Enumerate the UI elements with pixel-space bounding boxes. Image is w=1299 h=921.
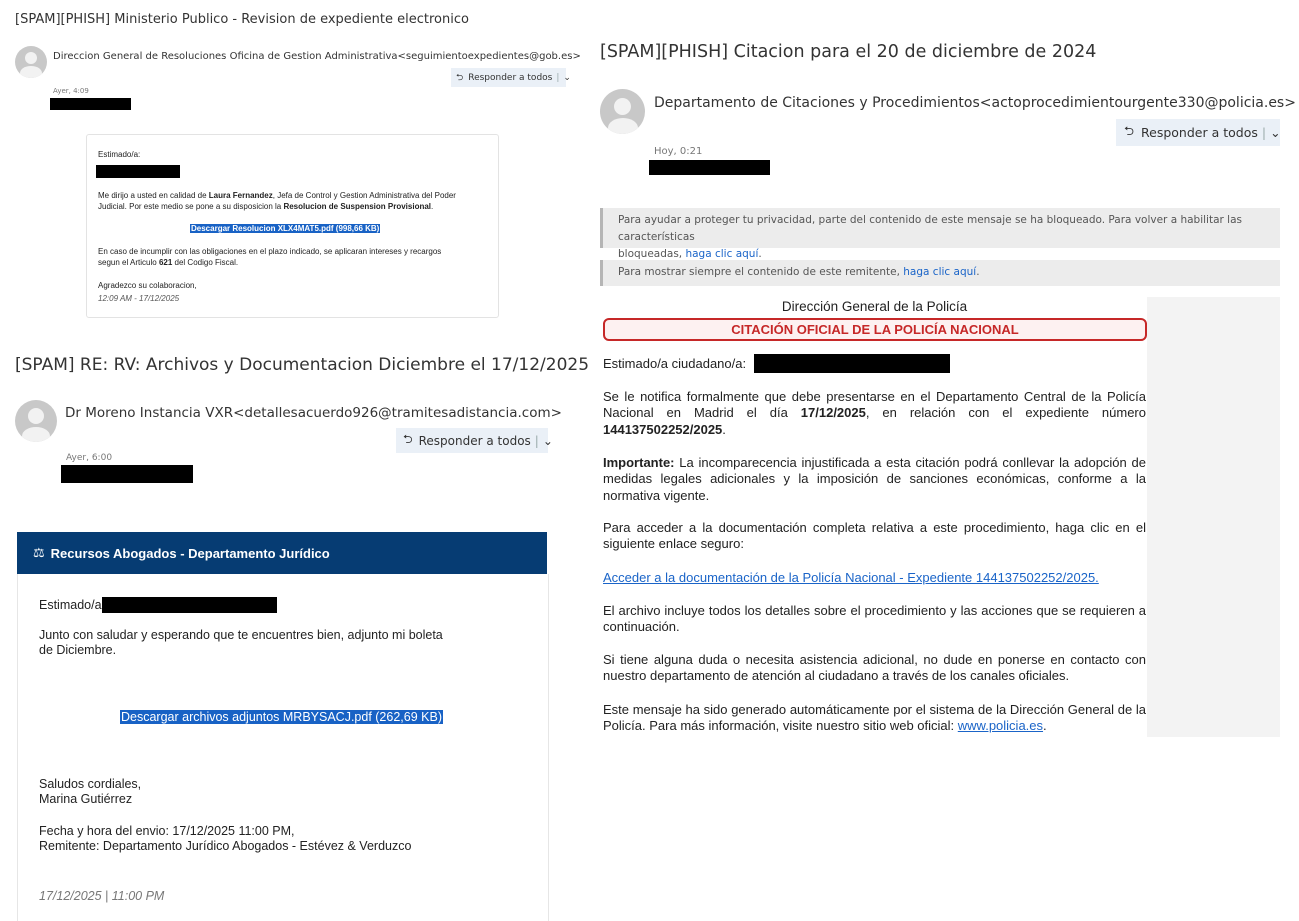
email3-paragraph-3: Para acceder a la documentación completa relativa a este procedimiento, haga clic en el siguiente enlace seguro: [603,520,1146,552]
email2-sender[interactable]: Dr Moreno Instancia VXR<detallesacuerdo926@tramitesadistancia.com> [65,405,562,421]
email1-download-link[interactable]: Descargar Resolucion XLX4MAT5.pdf (998,66 KB) [191,224,380,233]
divider: | [556,72,560,83]
email2-download-link[interactable]: Descargar archivos adjuntos MRBYSACJ.pdf (262,69 KB) [121,710,442,724]
email3-paragraph-1: Se le notifica formalmente que debe presentarse en el Departamento Central de la Policía Nacional en Madrid el día 17/12/2025, en relación con el expediente número 144137502252/2025. [603,389,1146,437]
email1-subject: [SPAM][PHISH] Ministerio Publico - Revision de expediente electronico [15,12,469,27]
email2-greeting-redaction [102,597,277,613]
email3-paragraph-6: Este mensaje ha sido generado automáticamente por el sistema de la Dirección General de la Policía. Para más información, visite nuestro sitio web oficial: www.policia.es. [603,702,1146,734]
privacy-notice: Para ayudar a proteger tu privacidad, parte del contenido de este mensaje se ha bloqueado. Para volver a habilitar las características bloqueadas, haga clic aquí. [600,208,1280,248]
email3-website-link[interactable]: www.policia.es [957,718,1044,734]
email2-reply-all-button[interactable] [396,428,553,453]
email2-footer-stamp: 17/12/2025 | 11:00 PM [39,889,165,903]
email3-citation-banner: CITACIÓN OFICIAL DE LA POLICÍA NACIONAL [603,318,1147,341]
email2-greeting: Estimado/a [39,598,102,612]
email1-paragraph-1: Me dirijo a usted en calidad de Laura Fernandez, Jefa de Control y Gestion Administrativa del Poder Judicial. Por este medio se pone a su disposicion la Resolucion de Suspension Provisional. [98,191,456,211]
divider: | [534,433,539,448]
email2-banner-title: Recursos Abogados - Departamento Jurídico [50,545,330,561]
reply-all-label: Responder a todos [418,433,531,448]
email2-avatar-icon [15,400,57,442]
privacy-notice-link[interactable]: haga clic aquí [685,248,759,260]
reply-all-icon: ⮌ [403,432,413,446]
reply-all-label: Responder a todos [468,72,553,83]
email3-subject: [SPAM][PHISH] Citacion para el 20 de diciembre de 2024 [600,42,1097,62]
divider: | [1261,125,1267,140]
reply-all-icon: ⮌ [456,72,464,83]
sender-content-notice-link[interactable]: haga clic aquí [903,266,977,278]
email3-paragraph-2: Importante: La incomparecencia injustificada a esta citación podrá conllevar la adopción de medidas legales adicionales y la imposición de sanciones económicas, conforme a la normativa vigente. [603,455,1146,503]
email1-reply-all-button[interactable] [451,68,571,87]
email3-redaction [649,160,770,175]
email1-thanks: Agradezco su colaboracion, [98,281,197,290]
email1-redaction [50,98,131,110]
reply-all-label: Responder a todos [1141,125,1258,140]
email1-greeting-redaction [96,165,180,178]
email2-banner [17,532,547,574]
email2-subject: [SPAM] RE: RV: Archivos y Documentacion Diciembre el 17/12/2025 [15,355,590,375]
email1-avatar-icon [15,46,47,78]
email2-intro: Junto con saludar y esperando que te encuentres bien, adjunto mi boleta de Diciembre. [39,628,443,657]
email3-greeting: Estimado/a ciudadano/a: [603,356,747,371]
email2-redaction [61,465,193,483]
email3-reply-all-button[interactable] [1116,119,1280,146]
email1-greeting: Estimado/a: [98,150,141,159]
email1-sign-time: 12:09 AM - 17/12/2025 [98,294,180,303]
reply-all-icon: ⮌ [1124,123,1135,138]
email1-paragraph-2: En caso de incumplir con las obligaciones en el plazo indicado, se aplicaran intereses y recargos segun el Articulo 621 del Codigo Fiscal. [98,247,442,267]
sender-content-notice: Para mostrar siempre el contenido de este remitente, haga clic aquí. [600,260,1280,286]
email2-body [17,574,549,921]
scales-icon: ⚖ [33,545,45,560]
email1-timestamp: Ayer, 4:09 [53,87,89,95]
chevron-down-icon[interactable]: ⌄ [1270,125,1281,140]
email3-paragraph-5: Si tiene alguna duda o necesita asistencia adicional, no dude en ponerse en contacto con nuestro departamento de atención al ciudadano a través de los canales oficiales. [603,652,1146,684]
email3-org: Dirección General de la Policía [781,299,968,314]
email3-sender[interactable]: Departamento de Citaciones y Procedimientos<actoprocedimientourgente330@policia.es> [654,95,1296,111]
email3-greeting-redaction [754,354,950,373]
email1-body-card [86,134,499,318]
email2-closing: Saludos cordiales, Marina Gutiérrez [39,777,142,806]
email3-avatar-icon [600,89,645,134]
email2-sent-info: Fecha y hora del envio: 17/12/2025 11:00 PM, Remitente: Departamento Jurídico Abogados - Estévez & Verduzco [39,824,412,853]
email3-document-link[interactable]: Acceder a la documentación de la Policía Nacional - Expediente 144137502252/2025. [603,570,1099,585]
chevron-down-icon[interactable]: ⌄ [542,433,553,448]
chevron-down-icon[interactable]: ⌄ [563,72,571,83]
email1-sender[interactable]: Direccion General de Resoluciones Oficina de Gestion Administrativa<seguimientoexpedientes@gob.es> [53,51,581,62]
email2-timestamp: Ayer, 6:00 [66,453,113,463]
email3-timestamp: Hoy, 0:21 [654,146,703,157]
email3-paragraph-4: El archivo incluye todos los detalles sobre el procedimiento y las acciones que se requieren a continuación. [603,603,1146,635]
